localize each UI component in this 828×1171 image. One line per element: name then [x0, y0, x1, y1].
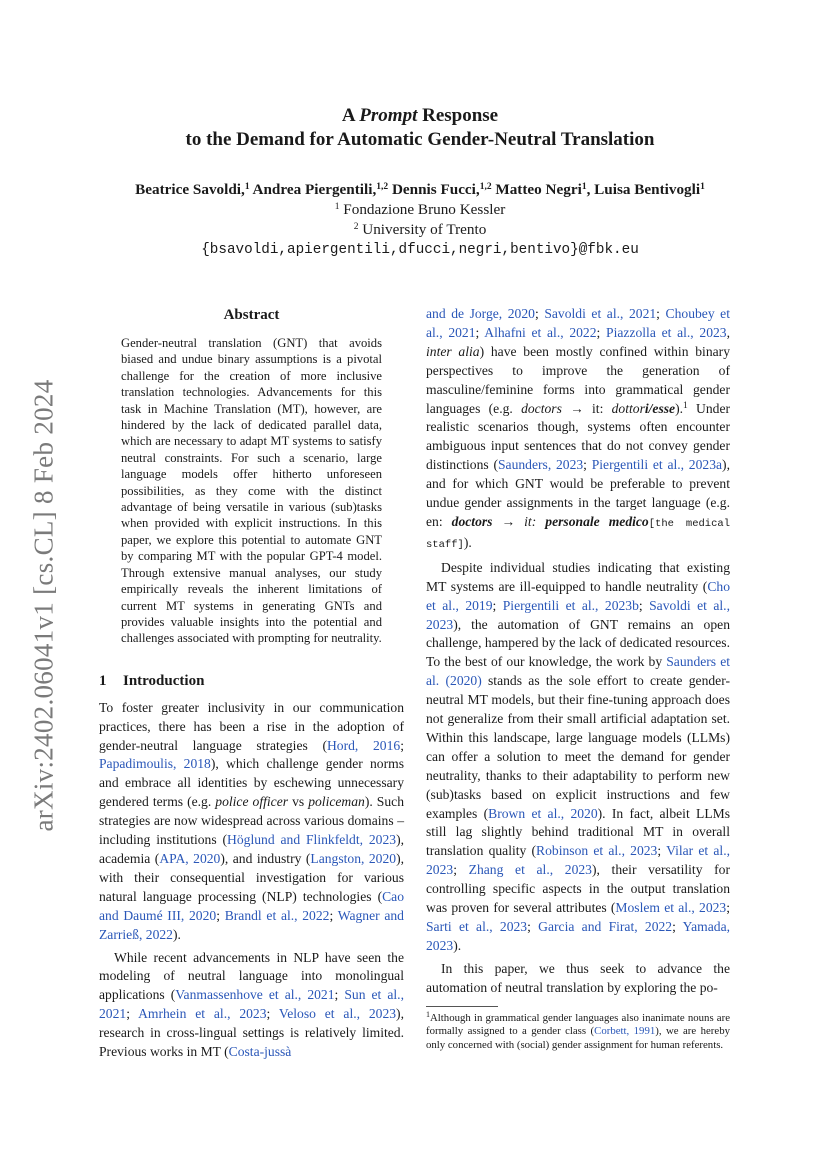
intro-paragraph-4: In this paper, we thus seek to advance the automation of neutral translation by exploring the po-	[426, 960, 730, 995]
citation-link[interactable]: Amrhein et al., 2023	[138, 1006, 267, 1022]
citation-link[interactable]: Zhang et al., 2023	[468, 862, 592, 878]
citation-link[interactable]: Robinson et al., 2023	[536, 843, 658, 859]
intro-paragraph-3: Despite individual studies indicating that existing MT systems are ill-equipped to handle neutrality (Cho et al., 2019; Piergentili et al., 2023b; Savoldi et al., 2023), the automation of GNT remains an open challenge, hampered by the lack of dedicated resources. To the best of our knowledge, the work by Saunders et al. (2020) stands as the sole effort to create gender-neutral MT models, but their fine-tuning approach does not generalize from their small artificial adaptation set. Within this landscape, large language models (LLMs) can offer a solution to meet the demand for gender neutrality, thanks to their adaptability to perform new (sub)tasks based on explicit instructions and few examples (Brown et al., 2020). In fact, albeit LLMs still lag slightly behind traditional MT in overall translation quality (Robinson et al., 2023; Vilar et al., 2023; Zhang et al., 2023), their versatility for controlling specific aspects in the output translation was proven for several attributes (Moslem et al., 2023; Sarti et al., 2023; Garcia and Firat, 2022; Yamada, 2023).	[426, 559, 731, 953]
citation-link[interactable]: Piergentili et al., 2023b	[502, 597, 639, 613]
citation-link[interactable]: Wagner and Zarrieß, 2022	[99, 907, 404, 942]
citation-link[interactable]: Sarti et al., 2023	[426, 919, 528, 934]
citation-link[interactable]: Vilar et al., 2023	[426, 843, 730, 878]
author: Dennis Fucci,	[388, 181, 480, 198]
citation-link[interactable]: APA, 2020	[159, 850, 221, 866]
footnote-1: $^1$Although in grammatical gender languages also inanimate nouns are formally assigned to a gender class (Corbett, 1991), we are hereby only concerned with (social) gender assignment for human referents.	[426, 1009, 730, 1051]
citation-link[interactable]: Piazzolla et al., 2023	[606, 324, 727, 340]
affiliation-1: $^1$ Fondazione Bruno Kessler	[334, 201, 506, 218]
citation-link[interactable]: Höglund and Flinkfeldt, 2023	[227, 832, 397, 848]
citation-link[interactable]: Brown et al., 2020	[488, 805, 598, 821]
intro-paragraph-1: To foster greater inclusivity in our communication practices, there has been a rise in the adoption of gender-neutral language strategies (Hord, 2016; Papadimoulis, 2018), which challenge gender norms and embrace all identities by eschewing unnecessary gendered terms (e.g. police officer vs policeman). Such strategies are now widespread across various domains – including institutions (Höglund and Flinkfeldt, 2023), academia (APA, 2020), and industry (Langston, 2020), with their consequential investigation for various natural language processing (NLP) technologies (Cao and Daumé III, 2020; Brandl et al., 2022; Wagner and Zarrieß, 2022).	[99, 699, 404, 942]
citation-link[interactable]: Veloso et al., 2023	[278, 1006, 397, 1022]
section-heading-introduction: 1 Introduction	[99, 672, 205, 689]
citation-link[interactable]: Cho et al., 2019	[426, 578, 730, 613]
arxiv-id: arXiv:2402.06041v1 [cs.CL] 8 Feb 2024	[28, 378, 59, 832]
citation-link[interactable]: Piergentili et al., 2023a	[591, 457, 723, 473]
author: Matteo Negri	[491, 181, 582, 198]
right-column	[426, 305, 730, 1052]
citation-link[interactable]: Yamada, 2023	[426, 919, 730, 953]
affiliation-2: $^2$ University of Trento	[353, 221, 487, 238]
arxiv-watermark	[22, 370, 66, 840]
paper-header	[90, 104, 750, 261]
author: Andrea Piergentili,	[249, 181, 377, 198]
citation-link[interactable]: Brandl et al., 2022	[224, 907, 330, 923]
intro-paragraph-2-continued: and de Jorge, 2020; Savoldi et al., 2021; Choubey et al., 2021; Alhafni et al., 2022; Piazzolla et al., 2023, inter alia) have been mostly confined within binary perspectives to improve the generation of masculine/feminine forms into grammatical gender languages (e.g. doctors → it: dottori/esse).$^1$ Under realistic scenarios though, systems often encounter ambiguous input sentences that do not convey gender distinctions (Saunders, 2023; Piergentili et al., 2023a), and for which GNT would be preferable to prevent undue gender assignments in the target language (e.g. en: doctors → it: personale medico[the medical staff]).	[426, 306, 730, 551]
citation-link[interactable]: Alhafni et al., 2022	[484, 324, 597, 340]
author-emails: {bsavoldi,apiergentili,dfucci,negri,bentivo}@fbk.eu	[201, 242, 639, 258]
abstract-heading: Abstract	[223, 307, 280, 323]
citation-link[interactable]: Costa-jussà	[228, 1044, 292, 1060]
citation-link[interactable]: Papadimoulis, 2018	[99, 756, 211, 772]
paper-title: A Prompt Response to the Demand for Automatic Gender-Neutral Translation	[185, 105, 655, 150]
footnote-marker[interactable]: 1	[683, 400, 688, 411]
citation-link[interactable]: Hord, 2016	[326, 737, 401, 753]
citation-link[interactable]: Langston, 2020	[310, 850, 397, 866]
author: , Luisa Bentivogli	[586, 181, 701, 198]
citation-link[interactable]: Moslem et al., 2023	[615, 900, 727, 916]
footnote-divider	[426, 1006, 498, 1007]
abstract-text: Gender-neutral translation (GNT) that avoids biased and undue binary assumptions is a pivotal challenge for the creation of more inclusive translation technologies. Advancements for this task in Machine Translation (MT), however, are hindered by the lack of dedicated parallel data, which are necessary to adapt MT systems to satisfy neutral constraints. For such a scenario, large language models offer hitherto unforeseen possibilities, as they come with the distinct advantage of being versatile in various (sub)tasks when provided with explicit instructions. In this paper, we explore this potential to automate GNT by comparing MT with the popular GPT-4 model. Through extensive manual analyses, our study empirically reveals the inherent limitations of current MT systems in generating GNTs and provides valuable insights into the potential and challenges associated with prompting for neutrality.	[121, 336, 382, 646]
author-list: Beatrice Savoldi,$^1$ Andrea Piergentili,$^{1,2}$ Dennis Fucci,$^{1,2}$ Matteo Negri$^1$, Luisa Bentivogli$^1$	[135, 181, 705, 198]
citation-link[interactable]: Sun et al., 2021	[99, 987, 404, 1022]
citation-link[interactable]: Garcia and Firat, 2022	[538, 919, 673, 934]
citation-link[interactable]: Cao and Daumé III, 2020	[99, 888, 404, 923]
citation-link[interactable]: Corbett, 1991	[594, 1025, 656, 1038]
citation-link[interactable]: Savoldi et al., 2023	[426, 597, 730, 632]
citation-link[interactable]: Saunders, 2023	[497, 457, 584, 473]
citation-link[interactable]: Saunders et al. (2020)	[426, 654, 731, 689]
intro-paragraph-2: While recent advancements in NLP have seen the modeling of neutral language into monolingual applications (Vanmassenhove et al., 2021; Sun et al., 2021; Amrhein et al., 2023; Veloso et al., 2023), research in cross-lingual settings is relatively limited. Previous works in MT (Costa-jussà	[99, 949, 404, 1060]
author: Beatrice Savoldi,	[135, 181, 245, 198]
citation-link[interactable]: Vanmassenhove et al., 2021	[175, 987, 335, 1003]
citation-link[interactable]: and de Jorge, 2020	[426, 306, 535, 321]
citation-link[interactable]: Choubey et al., 2021	[426, 306, 730, 340]
left-column	[99, 305, 404, 1062]
citation-link[interactable]: Savoldi et al., 2021	[544, 306, 657, 321]
